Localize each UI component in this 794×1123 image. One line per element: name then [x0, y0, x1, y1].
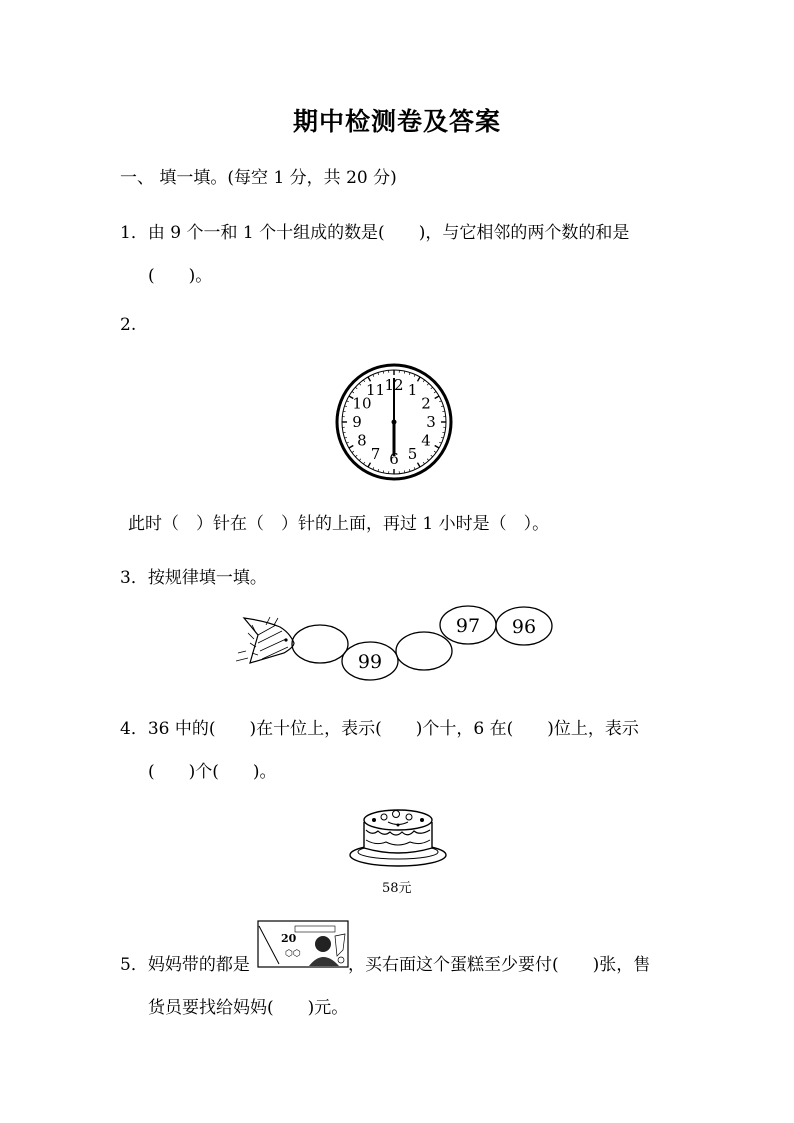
clock-tick	[373, 467, 374, 469]
clock-number: 2	[421, 394, 431, 413]
clock-tick	[352, 451, 354, 452]
question-1-line-1: 1．由 9 个一和 1 个十组成的数是( )，与它相邻的两个数的和是	[120, 223, 630, 243]
bubble-number: 99	[357, 651, 383, 673]
clock-tick	[435, 446, 439, 449]
clock-tick	[349, 446, 353, 449]
clock-number: 4	[421, 431, 431, 450]
clock-tick	[359, 459, 361, 461]
clock-tick	[418, 463, 421, 467]
clock-tick	[352, 391, 354, 392]
clock-tick	[431, 387, 433, 389]
clock-tick	[355, 455, 357, 457]
question-5-line-1-start: 5．妈妈带的都是	[120, 955, 250, 975]
question-2-text: 此时（ ）针在（ ）针的上面，再过 1 小时是（ ）。	[128, 514, 550, 534]
question-4-line-2: ( )个( )。	[148, 762, 277, 782]
question-4-line-1: 4．36 中的( )在十位上，表示( )个十，6 在( )位上，表示	[120, 719, 639, 739]
number-bubble	[396, 632, 452, 670]
question-5-line-1-end: ，买右面这个蛋糕至少要付( )张，售	[348, 955, 651, 975]
clock-tick	[427, 459, 429, 461]
clock-tick	[435, 396, 439, 399]
clock-tick	[434, 451, 436, 452]
clock-tick	[373, 374, 374, 376]
clock-tick	[409, 373, 410, 375]
clock-tick	[418, 377, 421, 381]
clock-tick	[427, 383, 429, 385]
clock-tick	[431, 455, 433, 457]
clock-number: 3	[426, 413, 436, 431]
clock-tick	[363, 462, 364, 464]
clock-number: 12	[384, 376, 404, 394]
clock-number: 11	[365, 380, 386, 399]
clock-tick	[414, 467, 415, 469]
clock-tick	[439, 442, 441, 443]
clock-tick	[409, 469, 410, 471]
bubble-number: 97	[455, 615, 481, 637]
fish-icon	[236, 617, 294, 663]
clock-figure	[334, 362, 454, 486]
question-2-label: 2.	[120, 315, 137, 335]
clock-tick	[359, 383, 361, 385]
clock-tick	[423, 380, 424, 382]
clock-number: 6	[389, 450, 399, 468]
clock-tick	[363, 380, 364, 382]
clock-tick	[441, 406, 443, 407]
clock-tick	[423, 462, 424, 464]
bubble-number: 96	[511, 616, 537, 638]
clock-number: 7	[370, 445, 381, 464]
clock-number: 1	[407, 380, 418, 399]
clock-number: 8	[357, 431, 367, 450]
banknote-image	[257, 920, 349, 972]
cake-price: 58元	[382, 881, 412, 896]
clock-tick	[441, 437, 443, 438]
clock-tick	[378, 373, 379, 375]
clock-tick	[346, 442, 348, 443]
clock-tick	[434, 391, 436, 392]
section-heading: 一、 填一填。(每空 1 分，共 20 分)	[120, 168, 397, 188]
clock-tick	[439, 401, 441, 402]
clock-tick	[346, 401, 348, 402]
clock-tick	[378, 469, 379, 471]
clock-number: 9	[352, 413, 362, 431]
clock-tick	[345, 406, 347, 407]
question-5-line-2: 货员要找给妈妈( )元。	[148, 998, 349, 1018]
page-title: 期中检测卷及答案	[292, 107, 501, 136]
clock-center	[392, 420, 397, 425]
cake-image	[346, 800, 456, 876]
question-1-line-2: ( )。	[148, 266, 213, 286]
clock-tick	[368, 463, 371, 467]
clock-tick	[345, 437, 347, 438]
clock-number: 5	[407, 445, 418, 464]
clock-tick	[414, 374, 415, 376]
question-3-label: 3．按规律填一填。	[120, 568, 267, 588]
banknote-value: 20	[281, 932, 297, 945]
clock-tick	[355, 387, 357, 389]
fish-bubble-figure	[236, 603, 556, 687]
clock-number: 10	[352, 394, 372, 413]
svg-text:⬡⬡: ⬡⬡	[285, 949, 301, 959]
number-bubble	[292, 625, 348, 663]
